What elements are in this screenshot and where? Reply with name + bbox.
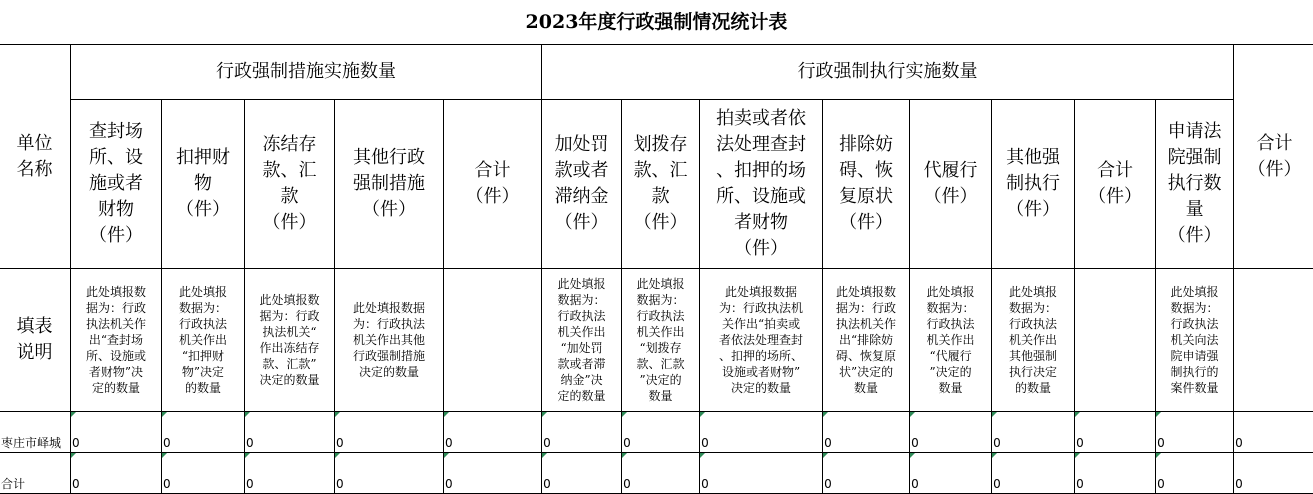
note-cell <box>542 269 622 412</box>
data-value: 0 <box>1157 477 1165 491</box>
data-value: 0 <box>543 477 551 491</box>
data-cell[interactable] <box>542 453 622 494</box>
note-text: 此处填报数据 为：行政执法机 关作出“拍卖或 者依法处理查封 、扣押的场所、 设施或者财物” 决定的数量 <box>719 285 804 395</box>
data-value: 0 <box>246 436 254 450</box>
data-value: 0 <box>246 477 254 491</box>
note-cell <box>910 269 992 412</box>
data-cell[interactable] <box>700 453 823 494</box>
data-cell[interactable] <box>444 453 542 494</box>
data-value: 0 <box>1235 436 1243 450</box>
column-header <box>1075 100 1156 269</box>
column-header-text: 拍卖或者依 法处理查封 、扣押的场 所、设施或 者财物 （件） <box>716 108 807 259</box>
unit-name-header-text: 单位 名称 <box>16 132 53 180</box>
data-cell[interactable] <box>1156 453 1234 494</box>
data-cell[interactable] <box>335 453 444 494</box>
column-header-text: 其他强 制执行 （件） <box>1006 147 1061 220</box>
note-text: 此处填报 数据为： 行政执法 机关作出 “加处罚 款或者滞 纳金”决 定的数量 <box>557 277 606 403</box>
note-cell <box>992 269 1075 412</box>
measures-group-header <box>71 45 542 100</box>
data-cell[interactable] <box>823 412 910 453</box>
data-value: 0 <box>1076 477 1084 491</box>
grand-total-header <box>1234 45 1313 269</box>
measures-group-text: 行政强制措施实施数量 <box>216 61 397 82</box>
data-cell[interactable] <box>71 412 162 453</box>
data-cell[interactable] <box>162 412 245 453</box>
row-name-text: 枣庄市峄城 <box>1 436 62 450</box>
column-header-text: 扣押财 物 （件） <box>176 147 230 220</box>
note-cell <box>162 269 245 412</box>
data-value: 0 <box>824 436 832 450</box>
data-value: 0 <box>1235 477 1243 491</box>
data-cell[interactable] <box>1156 412 1234 453</box>
table-row <box>0 453 1313 494</box>
data-cell[interactable] <box>162 453 245 494</box>
row-name-cell[interactable] <box>0 412 71 453</box>
data-value: 0 <box>1076 436 1084 450</box>
note-cell <box>700 269 823 412</box>
grand-total-header-text: 合计 （件） <box>1247 132 1302 180</box>
data-value: 0 <box>701 477 709 491</box>
column-header-text: 划拨存 款、汇 款 （件） <box>633 134 688 233</box>
data-cell[interactable] <box>1075 453 1156 494</box>
data-cell[interactable] <box>622 453 700 494</box>
note-cell <box>1234 269 1313 412</box>
note-cell <box>335 269 444 412</box>
note-cell <box>823 269 910 412</box>
data-cell[interactable] <box>992 453 1075 494</box>
note-text: 此处填报 数据为： 行政执法 机关作出 其他强制 执行决定 的数量 <box>1009 285 1058 395</box>
data-value: 0 <box>993 436 1001 450</box>
data-cell[interactable] <box>542 412 622 453</box>
column-header <box>992 100 1075 269</box>
data-value: 0 <box>445 436 453 450</box>
data-value: 0 <box>623 477 631 491</box>
data-cell[interactable] <box>1234 412 1313 453</box>
data-cell[interactable] <box>823 453 910 494</box>
note-cell <box>622 269 700 412</box>
execution-group-header <box>542 45 1234 100</box>
data-value: 0 <box>445 477 453 491</box>
notes-label <box>0 269 71 412</box>
data-value: 0 <box>1157 436 1165 450</box>
column-header <box>335 100 444 269</box>
note-cell <box>245 269 335 412</box>
data-cell[interactable] <box>1075 412 1156 453</box>
data-value: 0 <box>911 477 919 491</box>
note-text: 此处填报数 据为：行政 执法机关作 出“查封场 所、设施或 者财物”决 定的数量 <box>85 285 146 395</box>
column-header-text: 合计 （件） <box>465 160 520 207</box>
column-header <box>1156 100 1234 269</box>
column-header-text: 其他行政 强制措施 （件） <box>353 147 425 220</box>
column-header <box>245 100 335 269</box>
unit-name-header <box>0 45 71 269</box>
note-cell <box>1156 269 1234 412</box>
column-header-text: 加处罚 款或者 滞纳金 （件） <box>554 134 609 233</box>
column-header <box>700 100 823 269</box>
column-header-text: 申请法 院强制 执行数 量 （件） <box>1167 121 1222 246</box>
note-text: 此处填报 数据为： 行政执法 机关作出 “代履行 ”决定的 数量 <box>926 285 975 395</box>
column-header <box>622 100 700 269</box>
data-value: 0 <box>163 477 171 491</box>
column-header <box>910 100 992 269</box>
column-header-text: 冻结存 款、汇 款 （件） <box>262 134 317 233</box>
column-header <box>444 100 542 269</box>
table-row <box>0 412 1313 453</box>
column-header-text: 排除妨 碍、恢 复原状 （件） <box>839 134 894 233</box>
data-value: 0 <box>72 477 80 491</box>
data-cell[interactable] <box>245 453 335 494</box>
column-header-text: 代履行 （件） <box>923 160 978 207</box>
note-text: 此处填报 数据为： 行政执法 机关向法 院申请强 制执行的 案件数量 <box>1170 285 1219 395</box>
data-cell[interactable] <box>245 412 335 453</box>
note-cell <box>71 269 162 412</box>
data-cell[interactable] <box>992 412 1075 453</box>
execution-group-text: 行政强制执行实施数量 <box>797 61 978 82</box>
note-text: 此处填报数 据为：行政 执法机关作 出“排除妨 碍、恢复原 状”决定的 数量 <box>836 285 897 395</box>
note-cell <box>444 269 542 412</box>
data-value: 0 <box>911 436 919 450</box>
data-value: 0 <box>336 436 344 450</box>
note-cell <box>1075 269 1156 412</box>
data-value: 0 <box>824 477 832 491</box>
column-header <box>71 100 162 269</box>
data-cell[interactable] <box>622 412 700 453</box>
note-text: 此处填报 数据为： 行政执法 机关作出 “划拨存 款、汇款 ”决定的 数量 <box>636 277 685 403</box>
data-value: 0 <box>163 436 171 450</box>
data-value: 0 <box>72 436 80 450</box>
data-cell[interactable] <box>1234 453 1313 494</box>
note-text: 此处填报 数据为： 行政执法 机关作出 “扣押财 物”决定 的数量 <box>178 285 227 395</box>
note-text: 此处填报数 据为：行政 执法机关“ 作出冻结存 款、汇款” 决定的数量 <box>259 293 320 387</box>
data-cell[interactable] <box>910 453 992 494</box>
data-cell[interactable] <box>444 412 542 453</box>
column-header <box>823 100 910 269</box>
data-value: 0 <box>336 477 344 491</box>
data-cell[interactable] <box>71 453 162 494</box>
row-name-text: 合计 <box>1 477 26 491</box>
data-value: 0 <box>701 436 709 450</box>
column-header <box>542 100 622 269</box>
column-header-text: 合计 （件） <box>1088 160 1143 207</box>
column-header <box>162 100 245 269</box>
row-name-cell[interactable] <box>0 453 71 494</box>
note-text: 此处填报数据 为：行政执法 机关作出其他 行政强制措施 决定的数量 <box>352 301 425 379</box>
notes-label-text: 填表 说明 <box>16 316 53 363</box>
statistics-table <box>0 44 1313 494</box>
data-cell[interactable] <box>335 412 444 453</box>
data-value: 0 <box>623 436 631 450</box>
table-title: 2023年度行政强制情况统计表 <box>525 11 788 33</box>
data-value: 0 <box>993 477 1001 491</box>
column-header-text: 查封场 所、设 施或者 财物 （件） <box>89 121 143 246</box>
data-cell[interactable] <box>910 412 992 453</box>
data-cell[interactable] <box>700 412 823 453</box>
data-value: 0 <box>543 436 551 450</box>
